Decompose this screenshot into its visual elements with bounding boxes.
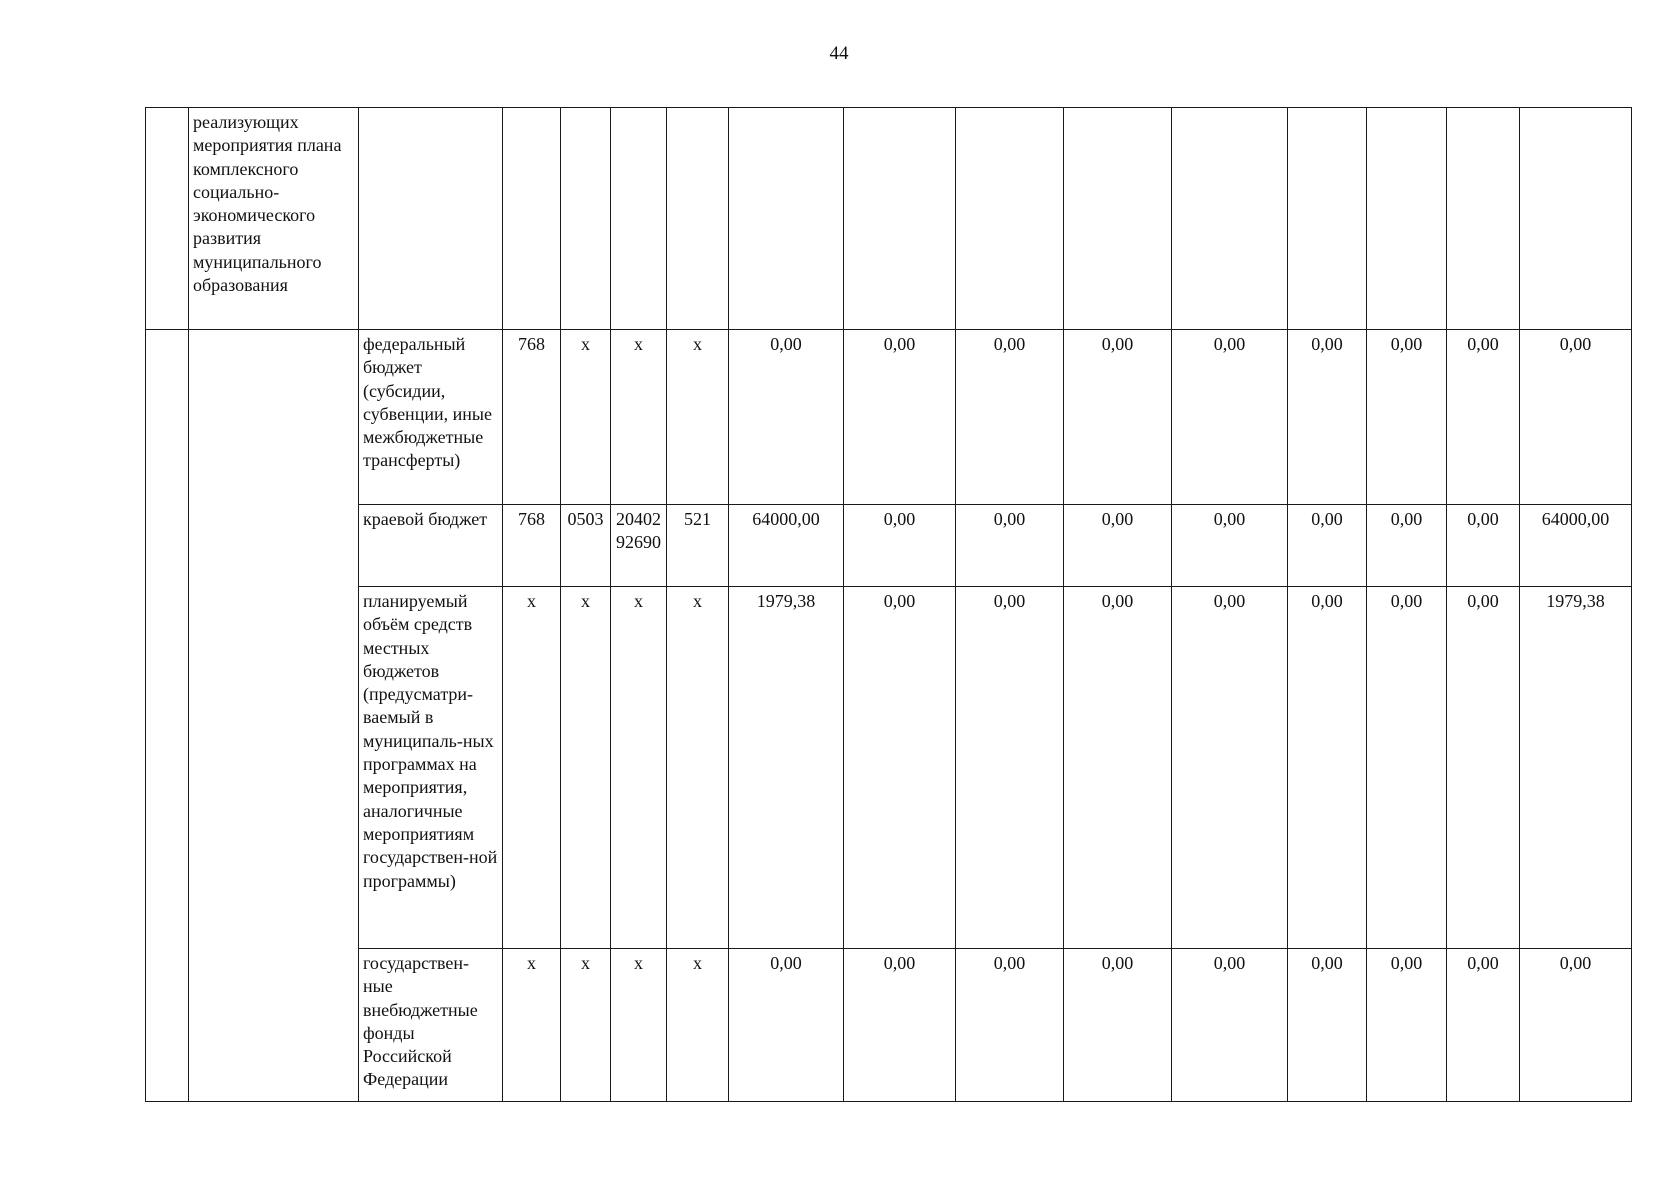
value-cell: 0,00 (729, 330, 844, 505)
value-cell: 0,00 (1172, 330, 1288, 505)
value-cell: 0,00 (844, 587, 956, 949)
page-number: 44 (829, 43, 849, 64)
rzpr-cell (561, 108, 611, 330)
grbs-cell: x (503, 949, 561, 1102)
program-name-cell (189, 330, 359, 1102)
value-cell: 0,00 (1367, 505, 1447, 587)
vr-cell (667, 108, 729, 330)
table-row (146, 108, 1632, 330)
table-row (146, 949, 1632, 1102)
value-cell (1288, 108, 1367, 330)
csr-cell: 2040292690 (611, 505, 667, 587)
value-cell: 0,00 (1288, 505, 1367, 587)
csr-cell (611, 108, 667, 330)
rzpr-cell: 0503 (561, 505, 611, 587)
rzpr-cell: x (561, 949, 611, 1102)
total-cell: 0,00 (1520, 949, 1632, 1102)
value-cell: 0,00 (1447, 587, 1520, 949)
grbs-cell (503, 108, 561, 330)
value-cell: 0,00 (1288, 330, 1367, 505)
total-cell: 0,00 (1520, 330, 1632, 505)
value-cell: 0,00 (1172, 505, 1288, 587)
table-row (146, 587, 1632, 949)
value-cell (1064, 108, 1172, 330)
value-cell: 0,00 (1064, 949, 1172, 1102)
value-cell: 0,00 (1447, 505, 1520, 587)
value-cell: 0,00 (1288, 949, 1367, 1102)
source-cell (359, 108, 503, 330)
value-cell: 0,00 (844, 505, 956, 587)
grbs-cell: 768 (503, 505, 561, 587)
value-cell: 0,00 (1064, 505, 1172, 587)
value-cell (1447, 108, 1520, 330)
value-cell: 0,00 (1172, 949, 1288, 1102)
value-cell (844, 108, 956, 330)
value-cell: 1979,38 (729, 587, 844, 949)
value-cell: 0,00 (956, 949, 1064, 1102)
source-cell: государствен-ные внебюджетные фонды Российской Федерации (359, 949, 503, 1102)
table-row (146, 505, 1632, 587)
vr-cell: 521 (667, 505, 729, 587)
source-cell: федеральный бюджет (субсидии, субвенции, иные межбюджетные трансферты) (359, 330, 503, 505)
value-cell (1172, 108, 1288, 330)
index-cell (146, 108, 189, 330)
csr-cell: x (611, 330, 667, 505)
value-cell: 0,00 (844, 949, 956, 1102)
vr-cell: x (667, 587, 729, 949)
total-cell (1520, 108, 1632, 330)
rzpr-cell: x (561, 330, 611, 505)
total-cell: 64000,00 (1520, 505, 1632, 587)
value-cell: 0,00 (1064, 587, 1172, 949)
source-cell: планируемый объём средств местных бюджетов (предусматри-ваемый в муниципаль-ных программах на мероприятия, аналогичные мероприятиям государствен-ной программы) (359, 587, 503, 949)
budget-table (145, 107, 1632, 1102)
value-cell: 0,00 (1367, 587, 1447, 949)
value-cell: 0,00 (1367, 949, 1447, 1102)
value-cell (729, 108, 844, 330)
value-cell (1367, 108, 1447, 330)
grbs-cell: x (503, 587, 561, 949)
value-cell: 0,00 (956, 587, 1064, 949)
value-cell: 0,00 (956, 330, 1064, 505)
value-cell: 0,00 (1367, 330, 1447, 505)
csr-cell: x (611, 949, 667, 1102)
value-cell: 0,00 (844, 330, 956, 505)
value-cell: 64000,00 (729, 505, 844, 587)
rzpr-cell: x (561, 587, 611, 949)
grbs-cell: 768 (503, 330, 561, 505)
value-cell: 0,00 (956, 505, 1064, 587)
value-cell: 0,00 (1288, 587, 1367, 949)
program-name-cell: реализующих мероприятия плана комплексного социально-экономического развития муниципального образования (189, 108, 359, 330)
csr-cell: x (611, 587, 667, 949)
total-cell: 1979,38 (1520, 587, 1632, 949)
source-cell: краевой бюджет (359, 505, 503, 587)
value-cell: 0,00 (1172, 587, 1288, 949)
table-row (146, 330, 1632, 505)
index-cell (146, 330, 189, 1102)
value-cell: 0,00 (1447, 330, 1520, 505)
value-cell: 0,00 (1447, 949, 1520, 1102)
value-cell: 0,00 (1064, 330, 1172, 505)
vr-cell: x (667, 330, 729, 505)
vr-cell: x (667, 949, 729, 1102)
value-cell (956, 108, 1064, 330)
value-cell: 0,00 (729, 949, 844, 1102)
